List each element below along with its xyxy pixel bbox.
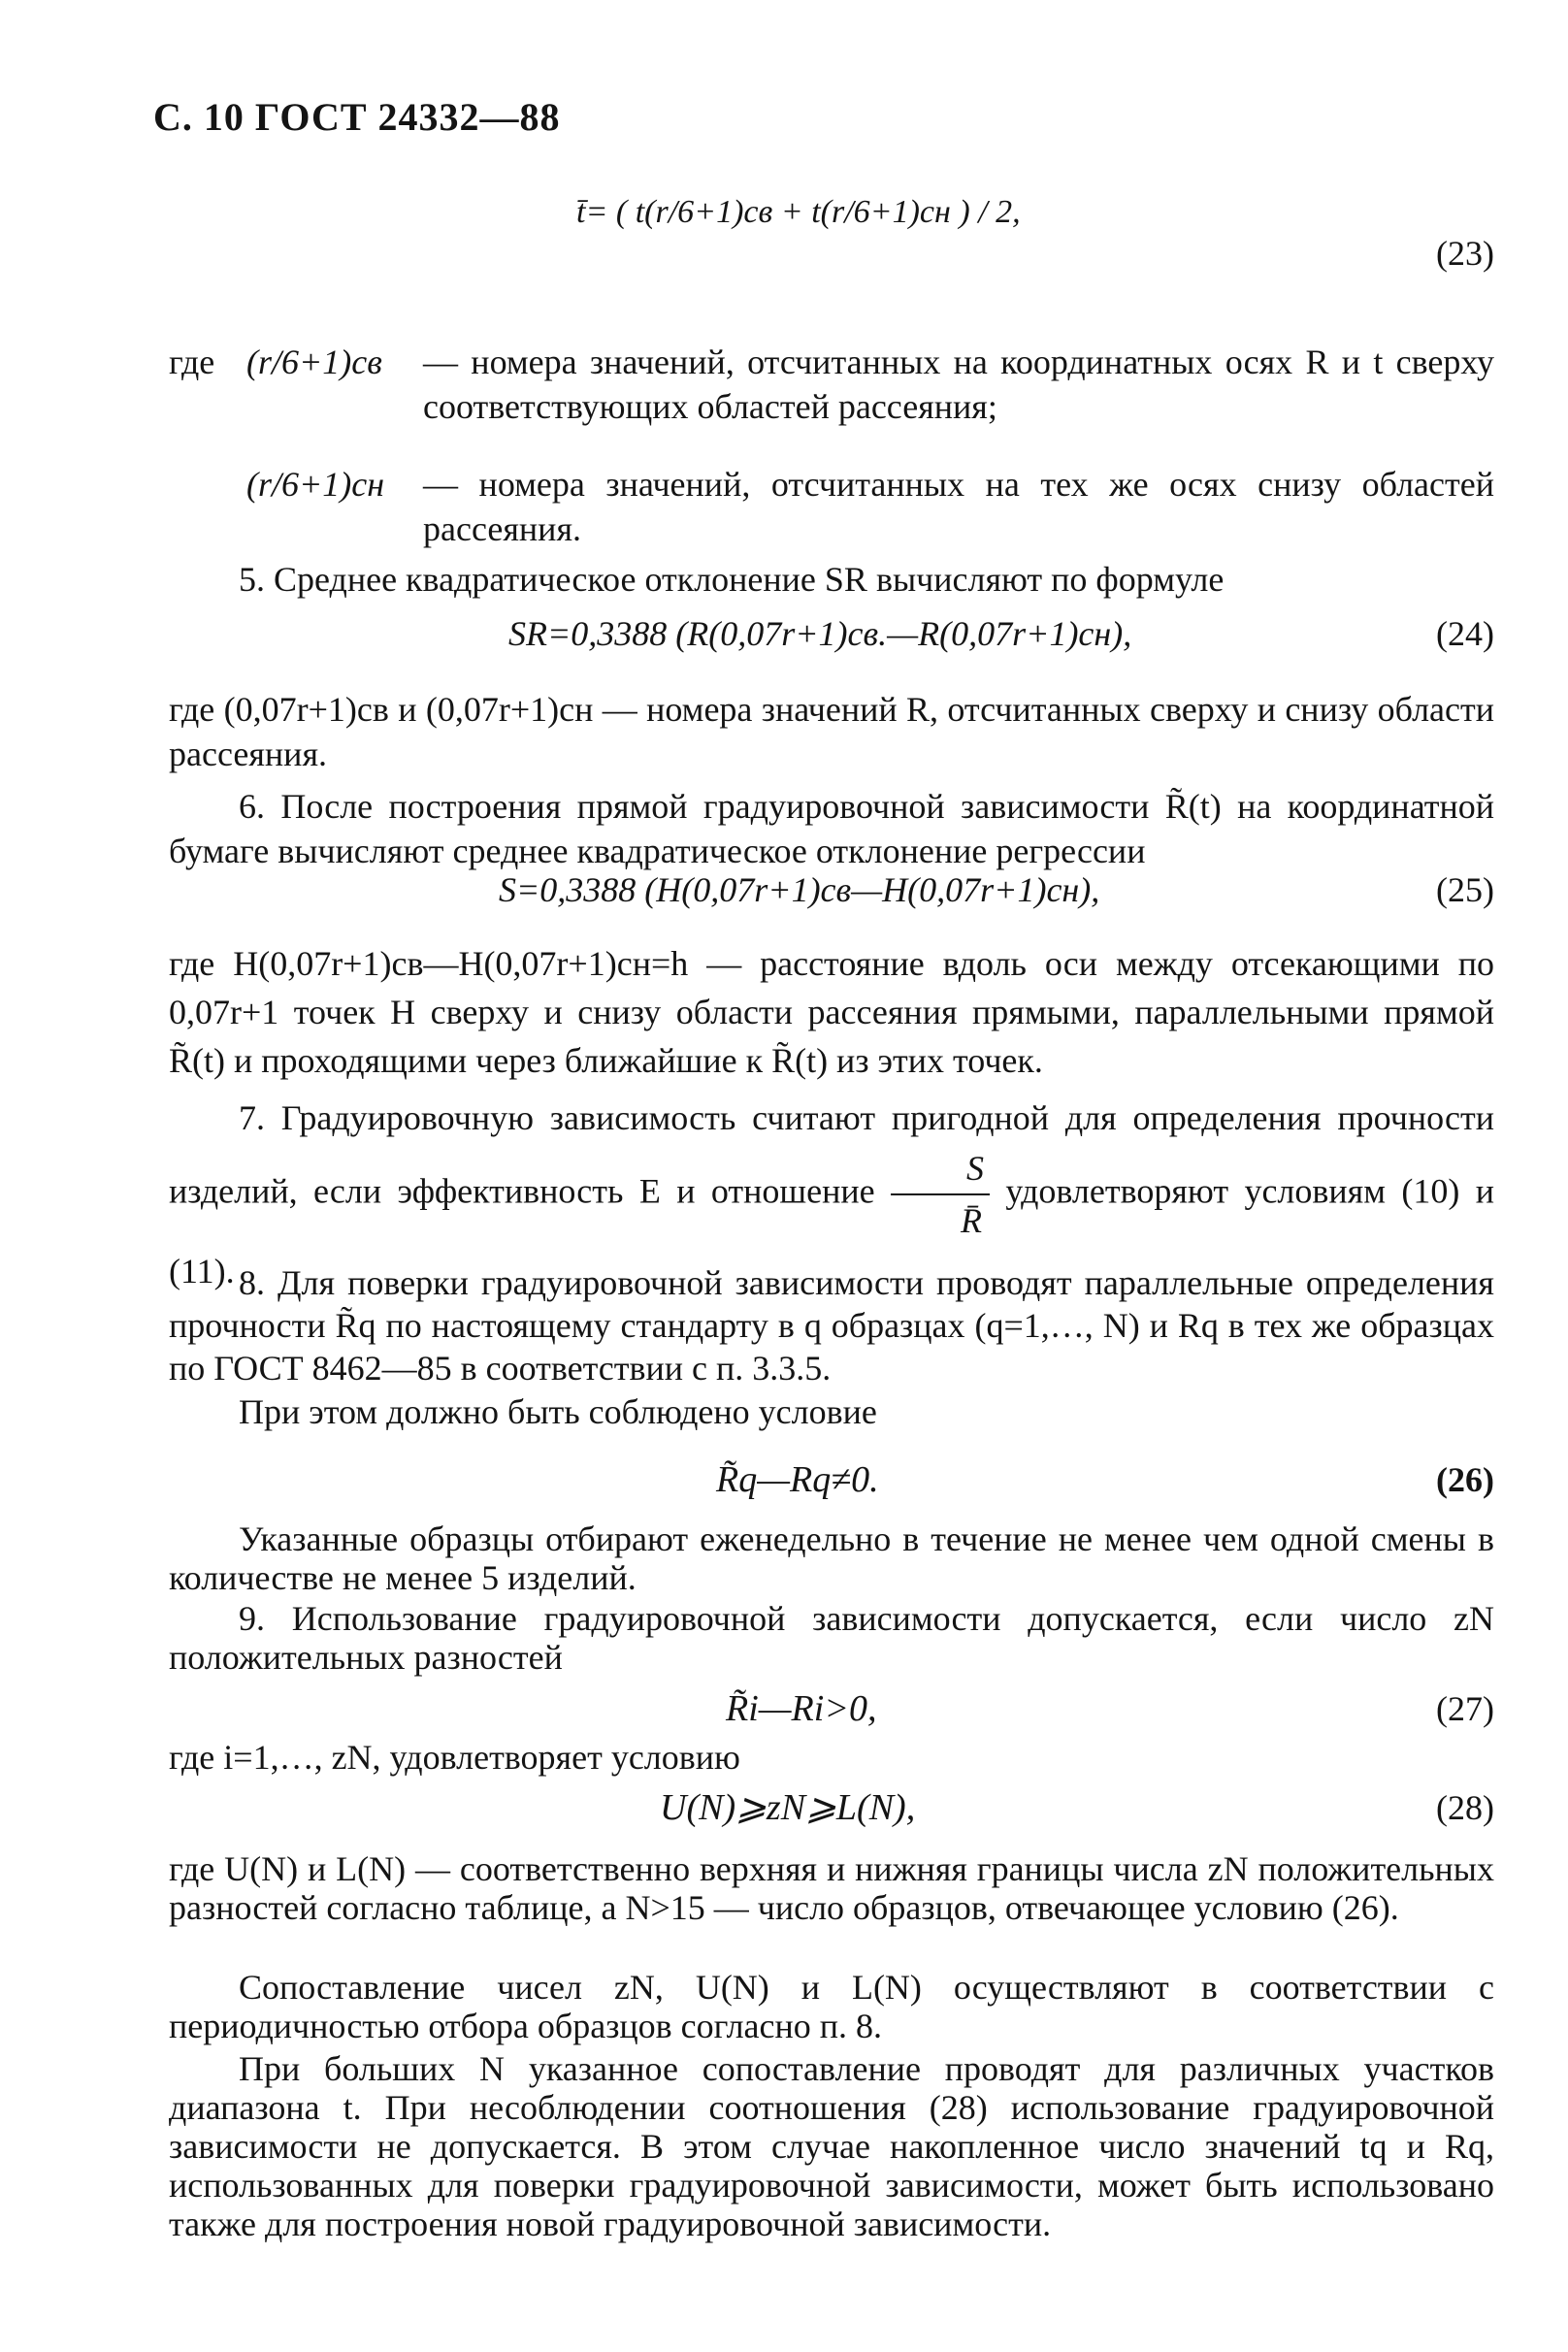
where-25: где H(0,07r+1)св—H(0,07r+1)сн=h — расстояние вдоль оси между отсекающими по 0,07r+1 точек H сверху и снизу области рассеяния прямыми, параллельными прямой R̃(t) и проходящими через ближайшие к R̃(t) из этих точек. xyxy=(169,944,1494,1080)
equation-27-formula: R̃i—Ri>0, xyxy=(726,1688,877,1729)
equation-28-number: (28) xyxy=(1436,1788,1494,1827)
fraction-s-over-r xyxy=(891,1143,990,1246)
equation-27-number: (27) xyxy=(1436,1689,1494,1728)
fraction-numerator: S xyxy=(891,1143,990,1195)
where-28: где U(N) и L(N) — соответственно верхняя и нижняя границы числа zN положительных разностей согласно таблице, а N>15 — число образцов, отвечающее условию (26). xyxy=(169,1849,1494,1927)
paragraph-9-comparison: Сопоставление чисел zN, U(N) и L(N) осуществляют в соответствии с периодичностью отбора образцов согласно п. 8. xyxy=(169,1968,1494,2045)
equation-24 xyxy=(169,607,1494,666)
equation-26 xyxy=(169,1450,1494,1508)
def2-symbol: (r/6+1)сн xyxy=(246,465,385,504)
where-27: где i=1,…, zN, удовлетворяет условию xyxy=(169,1738,740,1777)
paragraph-6: 6. После построения прямой градуировочной зависимости R̃(t) на координатной бумаге вычисляют среднее квадратическое отклонение регрессии xyxy=(169,787,1494,870)
equation-23 xyxy=(169,155,1494,301)
equation-25-formula: S=0,3388 (H(0,07r+1)св—H(0,07r+1)сн), xyxy=(499,870,1100,909)
equation-26-formula: R̃q—Rq≠0. xyxy=(716,1459,879,1500)
def1-symbol: (r/6+1)св xyxy=(246,343,382,381)
paragraph-9: 9. Использование градуировочной зависимости допускается, если число zN положительных разностей xyxy=(169,1599,1494,1677)
equation-26-number: (26) xyxy=(1436,1460,1494,1499)
def2-text: — номера значений, отсчитанных на тех же осях снизу областей рассеяния. xyxy=(423,465,1494,548)
def1-text: — номера значений, отсчитанных на координатных осях R и t сверху соответствующих областей рассеяния; xyxy=(423,343,1494,426)
equation-23-formula: t̄= ( t(r/6+1)св + t(r/6+1)сн ) / 2, xyxy=(576,194,1021,230)
equation-28-formula: U(N)⩾zN⩾L(N), xyxy=(660,1787,916,1828)
equation-28 xyxy=(169,1778,1494,1836)
paragraph-8-samples: Указанные образцы отбирают еженедельно в течение не менее чем одной смены в количестве не менее 5 изделий. xyxy=(169,1519,1494,1597)
equation-23-number: (23) xyxy=(1436,234,1494,273)
equation-25 xyxy=(169,864,1494,922)
where-label: где xyxy=(169,343,215,381)
equation-24-formula: SR=0,3388 (R(0,07r+1)св.—R(0,07r+1)сн), xyxy=(508,614,1132,653)
fraction-denominator: R̄ xyxy=(960,1201,982,1240)
paragraph-8: 8. Для поверки градуировочной зависимости проводят параллельные определения прочности R̃q по настоящему стандарту в q образцах (q=1,…, N) и Rq в тех же образцах по ГОСТ 8462—85 в соответствии с п. 3.3.5. xyxy=(169,1263,1494,1388)
equation-24-number: (24) xyxy=(1436,614,1494,653)
paragraph-8-condition: При этом должно быть соблюдено условие xyxy=(239,1392,877,1431)
equation-27 xyxy=(169,1669,1494,1727)
equation-25-number: (25) xyxy=(1436,870,1494,909)
paragraph-7-before: 7. Градуировочную зависимость считают пригодной для определения прочности изделий, если эффективность E и отношение xyxy=(169,1098,1494,1211)
where-24: где (0,07r+1)св и (0,07r+1)сн — номера значений R, отсчитанных сверху и снизу области рассеяния. xyxy=(169,690,1494,773)
paragraph-5: 5. Среднее квадратическое отклонение SR вычисляют по формуле xyxy=(239,560,1225,599)
page-header: С. 10 ГОСТ 24332—88 xyxy=(153,95,561,139)
paragraph-9-large-n: При больших N указанное сопоставление проводят для различных участков диапазона t. При несоблюдении соотношения (28) использование градуировочной зависимости не допускается. В этом случае накопленное число значений tq и Rq, использованных для поверки градуировочной зависимости, может быть использовано также для построения новой градуировочной зависимости. xyxy=(169,2049,1494,2243)
paragraph-7-after: удовлетворяют условиям (10) и (11). xyxy=(169,1171,1495,1290)
